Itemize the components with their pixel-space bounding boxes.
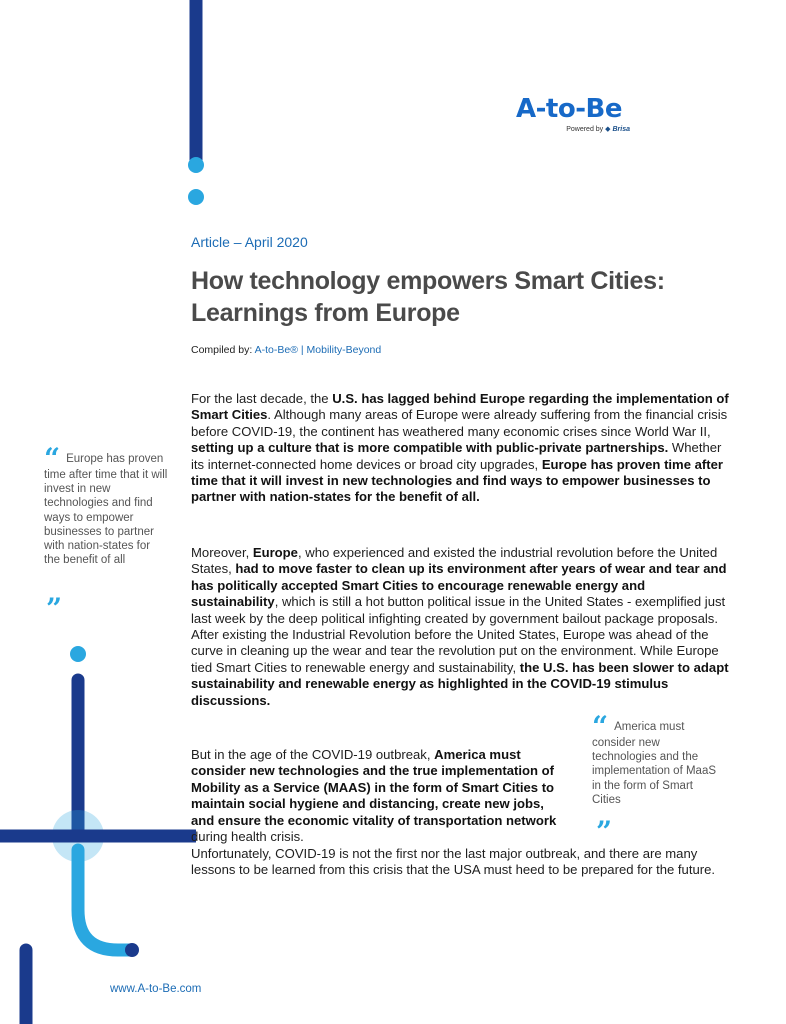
pull-quote-america: “ America must consider new technologies and the implementation of MaaS in the form of Smart Cities [592,710,717,806]
route-end-dot [125,943,139,957]
text-run: the U.S. has been slower to adapt sustainability and renewable energy as highlighted in the COVID-19 stimulus discussions. [191,659,729,708]
compiled-by: Compiled by: A-to-Be® | Mobility-Beyond [191,344,382,356]
paragraph-4 [191,846,721,879]
text-run: For the last decade, the [191,391,333,406]
text-run: Europe has proven time after time that it will invest in new technologies and find ways to empower businesses to partner with nation-states for the benefit of all. [191,456,724,505]
logo [516,95,636,133]
paragraph-3 [191,747,569,845]
top-cyan-dot-2 [188,189,204,205]
text-run: U.S. has lagged behind Europe regarding the implementation of Smart Cities [191,391,729,423]
text-run: Whether its internet-connected home devices or broad city upgrades, [191,440,722,472]
page-title: How technology empowers Smart Cities: Learnings from Europe [191,267,665,327]
logo-powered-by: Powered by ◆ Brisa [566,126,630,133]
text-run: , which is still a hot button political issue in the United States - exemplified just last week by the deep political infighting created by government bailout package proposals. After existing the Industrial Revolution before the United States, Europe was ahead of the curve in cleaning up the wear and tear the revolution put on the environment. While Europe tied Smart Cities to renewable energy and sustainability, [191,594,726,675]
text-run: Unfortunately, COVID-19 is not the first nor the last major outbreak, and there are many lessons to be learned from this crisis that the USA must heed to be prepared for the future. [191,846,716,878]
compiled-by-names: A-to-Be® | Mobility-Beyond [254,344,382,356]
text-run: , who experienced and existed the industrial revolution before the United States, [191,545,718,577]
article-date: Article – April 2020 [191,234,308,250]
footer-website-link[interactable]: www.A-to-Be.com [110,983,202,995]
pull-quote-europe: “ Europe has proven time after time that it will invest in new technologies and find ways to empower businesses to partner with nation-states for the benefit of all [44,442,168,567]
open-quote-icon: “ [44,442,61,475]
text-run: setting up a culture that is more compatible with public-private partnerships. [191,440,669,456]
paragraph-1 [191,391,736,506]
close-quote-icon: ” [46,592,63,625]
text-run: had to move faster to clean up its environment after years of wear and tear and has politically accepted Smart Cities to encourage renewable energy and sustainability [191,561,727,610]
logo-wordmark: A-to-Be [516,94,622,124]
close-quote-icon: ” [596,815,613,848]
route-cyan-curve [78,850,132,950]
brisa-icon: ◆ [605,126,611,133]
text-run: Europe [252,545,298,560]
top-cyan-dot [188,157,204,173]
route-cyan-dot [70,646,86,662]
paragraph-2 [191,545,736,709]
text-run: . Although many areas of Europe were already suffering from the financial crisis before COVID-19, the continent has weathered many economic crises since World War II, [191,407,728,439]
text-run: during health crisis. [191,829,304,845]
open-quote-icon: “ [592,710,609,743]
text-run: But in the age of the COVID-19 outbreak, [191,747,435,762]
text-run: Moreover, [191,545,253,560]
text-run: America must consider new technologies and the true implementation of Mobility as a Service (MAAS) in the form of Smart Cities to maintain social hygiene and distancing, create new jobs, and ensure the economic vitality of transportation network [191,747,557,828]
